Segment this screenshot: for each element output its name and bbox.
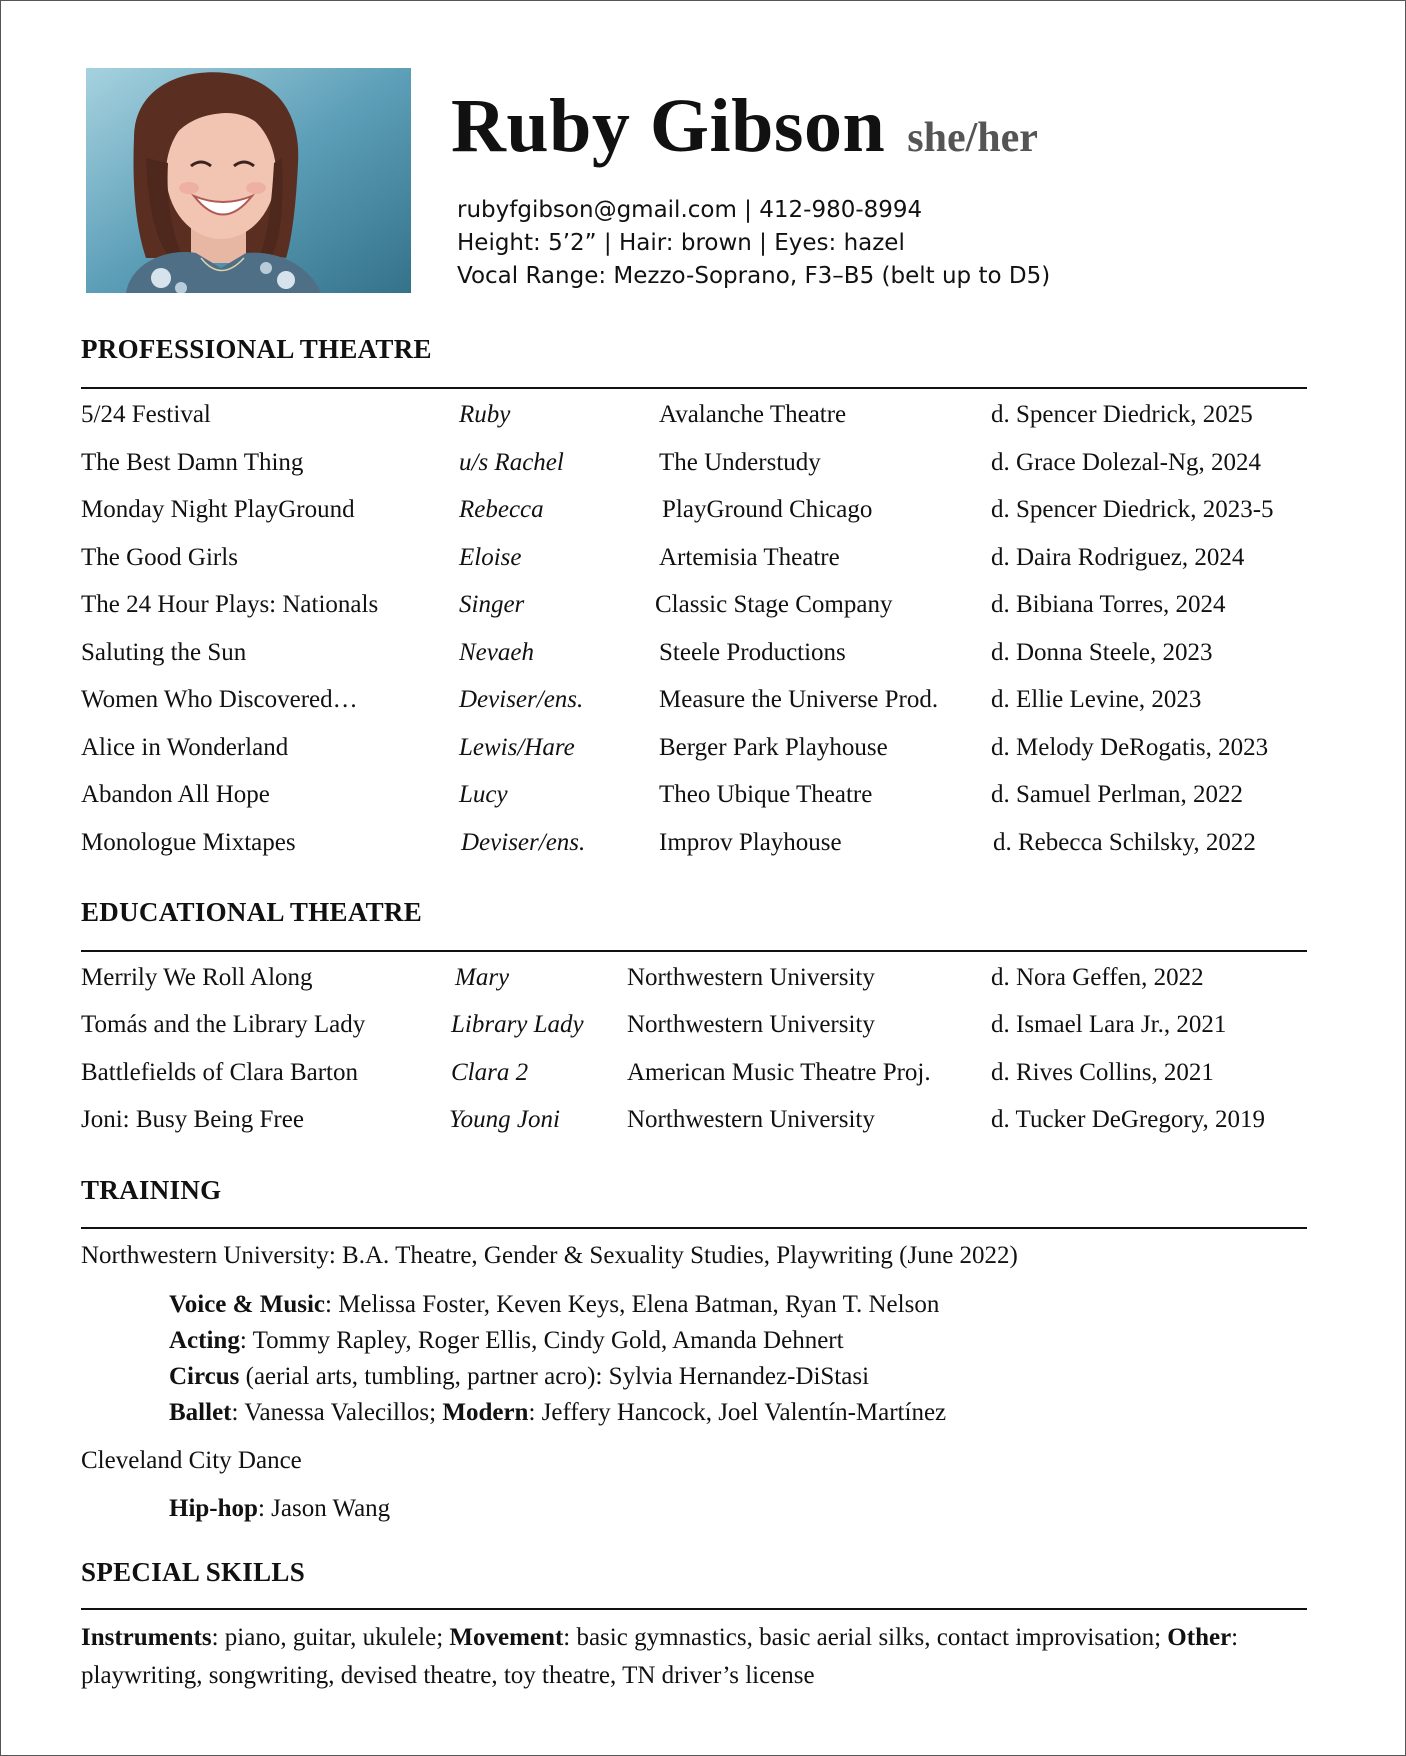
training-dance-school: Cleveland City Dance [81, 1447, 302, 1474]
company: Theo Ubique Theatre [659, 781, 873, 808]
director: d. Daira Rodriguez, 2024 [991, 544, 1245, 571]
section-divider [81, 387, 1307, 389]
pronouns: she/her [907, 115, 1038, 161]
section-divider [81, 1227, 1307, 1229]
skills-label: Movement [449, 1624, 564, 1651]
company: Northwestern University [627, 964, 875, 991]
section-divider [81, 1608, 1307, 1610]
skills-list: : piano, guitar, ukulele; [211, 1624, 450, 1651]
company: Northwestern University [627, 1011, 875, 1038]
role: Eloise [459, 544, 522, 571]
show-title: Women Who Discovered… [81, 686, 358, 713]
role: Library Lady [451, 1011, 584, 1038]
training-heading: TRAINING [81, 1175, 222, 1205]
table-row [1, 781, 1405, 821]
section-divider [81, 950, 1307, 952]
training-teachers: : Vanessa Valecillos; [231, 1399, 443, 1426]
professional-theatre-heading: PROFESSIONAL THEATRE [81, 334, 432, 364]
show-title: The Good Girls [81, 544, 238, 571]
role: Lucy [459, 781, 508, 808]
director: d. Tucker DeGregory, 2019 [991, 1106, 1266, 1133]
role: Ruby [459, 401, 511, 428]
show-title: Merrily We Roll Along [81, 964, 313, 991]
show-title: Joni: Busy Being Free [81, 1106, 304, 1133]
training-dance [169, 1399, 946, 1427]
role: Nevaeh [459, 639, 534, 666]
training-hiphop [169, 1495, 390, 1523]
contact-block [457, 194, 1050, 293]
company: The Understudy [659, 449, 821, 476]
show-title: Battlefields of Clara Barton [81, 1059, 359, 1086]
special-skills-text [81, 1619, 1311, 1695]
educational-theatre-heading: EDUCATIONAL THEATRE [81, 897, 423, 927]
headshot-photo [86, 68, 411, 293]
company: Northwestern University [627, 1106, 875, 1133]
show-title: Tomás and the Library Lady [81, 1011, 366, 1038]
role: u/s Rachel [459, 449, 564, 476]
company: Avalanche Theatre [659, 401, 847, 428]
director: d. Samuel Perlman, 2022 [991, 781, 1244, 808]
director: d. Spencer Diedrick, 2023-5 [991, 496, 1274, 523]
table-row [1, 1059, 1405, 1099]
training-label: Ballet [169, 1399, 232, 1426]
company: PlayGround Chicago [662, 496, 873, 523]
show-title: Alice in Wonderland [81, 734, 289, 761]
training-label: Acting [169, 1327, 240, 1354]
training-teachers: : Jeffery Hancock, Joel Valentín-Martínez [528, 1399, 947, 1426]
table-row [1, 591, 1405, 631]
director: d. Ismael Lara Jr., 2021 [991, 1011, 1227, 1038]
director: d. Spencer Diedrick, 2025 [991, 401, 1253, 428]
role: Deviser/ens. [459, 686, 584, 713]
role: Mary [455, 964, 510, 991]
physical-stats: Height: 5’2” | Hair: brown | Eyes: hazel [457, 230, 905, 256]
role: Young Joni [449, 1106, 560, 1133]
training-acting [169, 1327, 844, 1355]
name-line [451, 83, 1038, 170]
training-teachers: : Melissa Foster, Keven Keys, Elena Batman, Ryan T. Nelson [325, 1291, 940, 1318]
show-title: Saluting the Sun [81, 639, 247, 666]
show-title: The 24 Hour Plays: Nationals [81, 591, 379, 618]
table-row [1, 1106, 1405, 1146]
contact-email-phone: rubyfgibson@gmail.com | 412-980-8994 [457, 197, 923, 223]
director: d. Rives Collins, 2021 [991, 1059, 1214, 1086]
performer-name: Ruby Gibson [451, 84, 886, 168]
role: Rebecca [459, 496, 544, 523]
show-title: The Best Damn Thing [81, 449, 304, 476]
role: Clara 2 [451, 1059, 529, 1086]
headshot-image [86, 68, 411, 293]
role: Singer [459, 591, 525, 618]
skills-list: : playwriting, songwriting, devised theatre, toy theatre, TN driver’s license [81, 1624, 1239, 1689]
company: Artemisia Theatre [659, 544, 840, 571]
director: d. Melody DeRogatis, 2023 [991, 734, 1269, 761]
role: Deviser/ens. [461, 829, 586, 856]
show-title: Monologue Mixtapes [81, 829, 296, 856]
table-row [1, 544, 1405, 584]
director: d. Grace Dolezal-Ng, 2024 [991, 449, 1262, 476]
table-row [1, 401, 1405, 441]
training-school: Northwestern University: B.A. Theatre, Gender & Sexuality Studies, Playwriting (June 2022) [81, 1242, 1018, 1269]
director: d. Donna Steele, 2023 [991, 639, 1213, 666]
training-voice [169, 1291, 939, 1319]
table-row [1, 496, 1405, 536]
table-row [1, 686, 1405, 726]
director: d. Rebecca Schilsky, 2022 [993, 829, 1256, 856]
training-label: Hip-hop [169, 1495, 258, 1522]
company: Berger Park Playhouse [659, 734, 888, 761]
company: Steele Productions [659, 639, 846, 666]
training-label: Circus [169, 1363, 240, 1390]
special-skills-heading: SPECIAL SKILLS [81, 1557, 306, 1587]
table-row [1, 964, 1405, 1004]
vocal-range: Vocal Range: Mezzo-Soprano, F3–B5 (belt up to D5) [457, 263, 1051, 289]
training-teachers: : Jason Wang [257, 1495, 391, 1522]
director: d. Bibiana Torres, 2024 [991, 591, 1226, 618]
show-title: Monday Night PlayGround [81, 496, 355, 523]
training-label: Modern [442, 1399, 529, 1426]
training-teachers: (aerial arts, tumbling, partner acro): Sylvia Hernandez-DiStasi [239, 1363, 870, 1390]
skills-label: Instruments [81, 1624, 212, 1651]
skills-list: : basic gymnastics, basic aerial silks, contact improvisation; [563, 1624, 1168, 1651]
company: Measure the Universe Prod. [659, 686, 939, 713]
company: Classic Stage Company [655, 591, 893, 618]
director: d. Ellie Levine, 2023 [991, 686, 1202, 713]
training-teachers: : Tommy Rapley, Roger Ellis, Cindy Gold, Amanda Dehnert [239, 1327, 844, 1354]
company: Improv Playhouse [659, 829, 842, 856]
role: Lewis/Hare [459, 734, 575, 761]
table-row [1, 1011, 1405, 1051]
table-row [1, 829, 1405, 869]
table-row [1, 449, 1405, 489]
company: American Music Theatre Proj. [627, 1059, 931, 1086]
training-circus [169, 1363, 869, 1391]
skills-label: Other [1167, 1624, 1232, 1651]
director: d. Nora Geffen, 2022 [991, 964, 1204, 991]
show-title: Abandon All Hope [81, 781, 270, 808]
training-label: Voice & Music [169, 1291, 325, 1318]
table-row [1, 734, 1405, 774]
show-title: 5/24 Festival [81, 401, 211, 428]
table-row [1, 639, 1405, 679]
